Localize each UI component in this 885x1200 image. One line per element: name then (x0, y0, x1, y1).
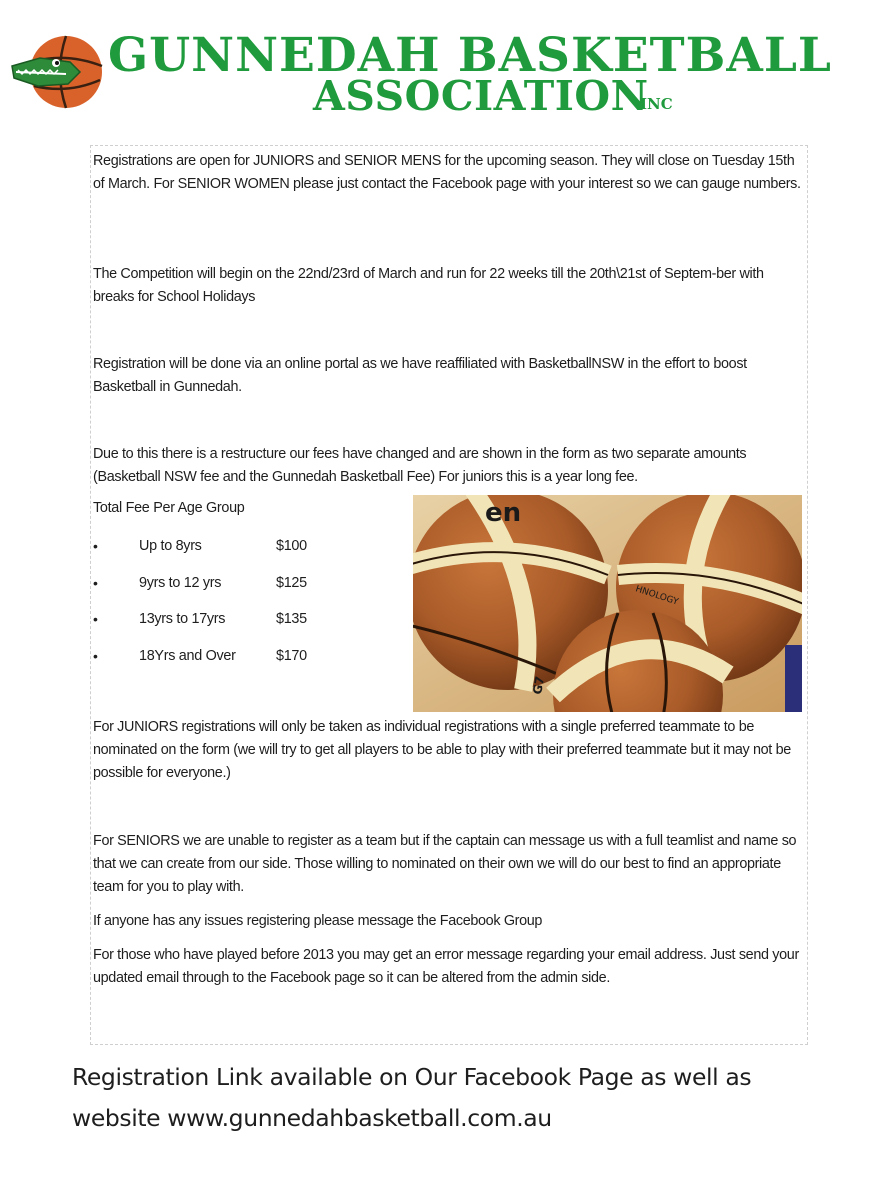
header (0, 0, 885, 130)
paragraph-online-portal: Registration will be done via an online portal as we have reaffiliated with BasketballNSW in the effort to boost Basketball in Gunnedah. (93, 356, 747, 395)
basketballs-photo (413, 495, 802, 712)
fee-price: $170 (276, 648, 307, 664)
paragraph-fees-restructure: Due to this there is a restructure our fees have changed and are shown in the form as two separate amounts (Basketball NSW fee and the Gunnedah Basketball Fee) For juniors this is a year long fee. (93, 446, 747, 485)
footer-line1: Registration Link available on Our Facebook Page as well as (72, 1063, 752, 1091)
title-line1: GUNNEDAH BASKETBALL (108, 28, 832, 83)
fee-price: $100 (276, 538, 307, 554)
bullet: • (93, 538, 98, 554)
fee-row (93, 611, 393, 633)
bullet: • (93, 648, 98, 664)
ball-brand-text: en (485, 498, 522, 528)
fee-age-group: 13yrs to 17yrs (139, 611, 226, 627)
fee-age-group: Up to 8yrs (139, 538, 202, 554)
title-suffix: INC (640, 95, 673, 113)
fee-row (93, 575, 393, 597)
ball-model-text: G7 (530, 675, 548, 696)
paragraph-issues: If anyone has any issues registering please message the Facebook Group (93, 913, 543, 929)
paragraph-juniors-registration: For JUNIORS registrations will only be taken as individual registrations with a single preferred teammate to be nominated on the form (we will try to get all players to be able to play with their preferred teammate but it may not be possible for everyone.) (93, 719, 791, 781)
paragraph-email-error: For those who have played before 2013 you may get an error message regarding your email address. Just send your updated email through to the Facebook page so it can be altered from the admin side. (93, 947, 799, 986)
fee-price: $125 (276, 575, 307, 591)
fee-age-group: 18Yrs and Over (139, 648, 236, 664)
footer-line2: website www.gunnedahbasketball.com.au (72, 1104, 552, 1132)
title-line2: ASSOCIATION (313, 72, 649, 120)
crocodile-basketball-logo-icon (10, 32, 106, 112)
fee-row (93, 648, 393, 670)
paragraph-seniors-registration: For SENIORS we are unable to register as a team but if the captain can message us with a full teamlist and name so that we can create from our side. Those willing to nominated on their own we will do our best to find an appropriate team for you to play with. (93, 833, 797, 895)
fee-price: $135 (276, 611, 307, 627)
bullet: • (93, 575, 98, 591)
paragraph-competition-dates: The Competition will begin on the 22nd/23rd of March and run for 22 weeks till the 20th\21st of Septem-ber with breaks for School Holidays (93, 266, 764, 305)
fee-row (93, 538, 393, 560)
paragraph-registrations-open: Registrations are open for JUNIORS and SENIOR MENS for the upcoming season. They will close on Tuesday 15th of March. For SENIOR WOMEN please just contact the Facebook page with your interest so we can gauge numbers. (93, 153, 801, 192)
fee-age-group: 9yrs to 12 yrs (139, 575, 222, 591)
bullet: • (93, 611, 98, 627)
ball-brand-text: HNOLOGY (634, 584, 680, 608)
fee-table-heading: Total Fee Per Age Group (93, 500, 245, 516)
